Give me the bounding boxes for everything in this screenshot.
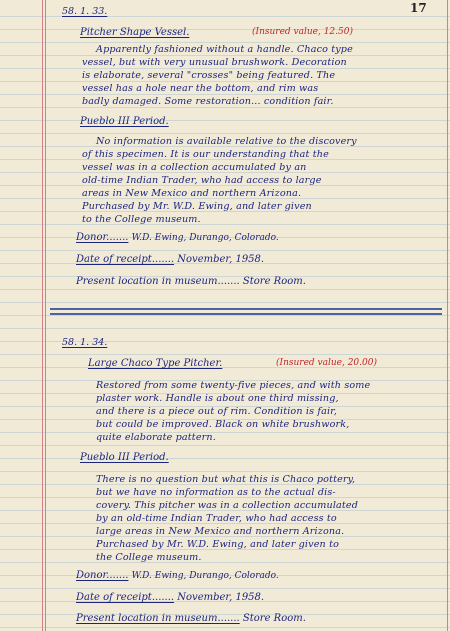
description-line: but could be improved. Black on white brushwork, <box>96 419 350 430</box>
history-line: by an old-time Indian Trader, who had access to <box>96 513 337 524</box>
donor-row <box>76 232 279 243</box>
description-line: Restored from some twenty-five pieces, and with some <box>96 380 371 391</box>
donor-label: Donor....... <box>76 570 129 581</box>
history-line: Purchased by Mr. W.D. Ewing, and later given to <box>96 539 339 550</box>
history-line: Purchased by Mr. W.D. Ewing, and later given <box>82 201 312 212</box>
date-row <box>76 592 264 603</box>
history-line: areas in New Mexico and northern Arizona. <box>82 188 302 199</box>
history-line: No information is available relative to the discovery <box>96 136 357 147</box>
history-line: the College museum. <box>96 552 202 563</box>
date-value: November, 1958. <box>177 254 265 265</box>
description-line: vessel, but with very unusual brushwork. Decoration <box>82 57 347 68</box>
insured-value-note: (Insured value, 12.50) <box>252 27 353 37</box>
description-line: badly damaged. Some restoration... condition fair. <box>82 96 334 107</box>
history-line: vessel was in a collection accumulated by an <box>82 162 307 173</box>
donor-value: W.D. Ewing, Durango, Colorado. <box>131 571 279 581</box>
description-line: quite elaborate pattern. <box>96 432 216 443</box>
history-line: to the College museum. <box>82 214 201 225</box>
location-row <box>76 613 306 624</box>
accession-number: 58. 1. 33. <box>62 6 108 17</box>
history-line: but we have no information as to the actual dis- <box>96 487 336 498</box>
location-value: Store Room. <box>242 276 306 287</box>
period-heading: Pueblo III Period. <box>80 452 169 463</box>
history-line: There is no question but what this is Chaco pottery, <box>96 474 356 485</box>
history-line: of this specimen. It is our understanding that the <box>82 149 329 160</box>
margin-line <box>45 0 46 631</box>
description-line: and there is a piece out of rim. Condition is fair, <box>96 406 338 417</box>
period-heading: Pueblo III Period. <box>80 116 169 127</box>
margin-line <box>447 0 448 631</box>
entry-separator-rule <box>50 308 442 310</box>
donor-row <box>76 570 279 581</box>
margin-line <box>42 0 43 631</box>
date-label: Date of receipt....... <box>76 592 175 603</box>
date-row <box>76 254 264 265</box>
location-row <box>76 276 306 287</box>
insured-value-note: (Insured value, 20.00) <box>276 358 377 368</box>
location-label: Present location in museum....... <box>76 276 240 287</box>
page-number: 17 <box>410 1 427 15</box>
entry-title: Pitcher Shape Vessel. <box>80 27 190 38</box>
description-line: is elaborate, several "crosses" being featured. The <box>82 70 336 81</box>
donor-value: W.D. Ewing, Durango, Colorado. <box>131 233 279 243</box>
history-line: old-time Indian Trader, who had access to large <box>82 175 322 186</box>
location-value: Store Room. <box>242 613 306 624</box>
donor-label: Donor....... <box>76 232 129 243</box>
description-line: Apparently fashioned without a handle. Chaco type <box>96 44 353 55</box>
location-label: Present location in museum....... <box>76 613 240 624</box>
history-line: covery. This pitcher was in a collection accumulated <box>96 500 359 511</box>
history-line: large areas in New Mexico and northern Arizona. <box>96 526 345 537</box>
date-value: November, 1958. <box>177 592 265 603</box>
accession-number: 58. 1. 34. <box>62 337 108 348</box>
description-line: plaster work. Handle is about one third missing, <box>96 393 339 404</box>
date-label: Date of receipt....... <box>76 254 175 265</box>
entry-title: Large Chaco Type Pitcher. <box>88 358 223 369</box>
entry-separator-rule <box>50 313 442 315</box>
description-line: vessel has a hole near the bottom, and rim was <box>82 83 319 94</box>
